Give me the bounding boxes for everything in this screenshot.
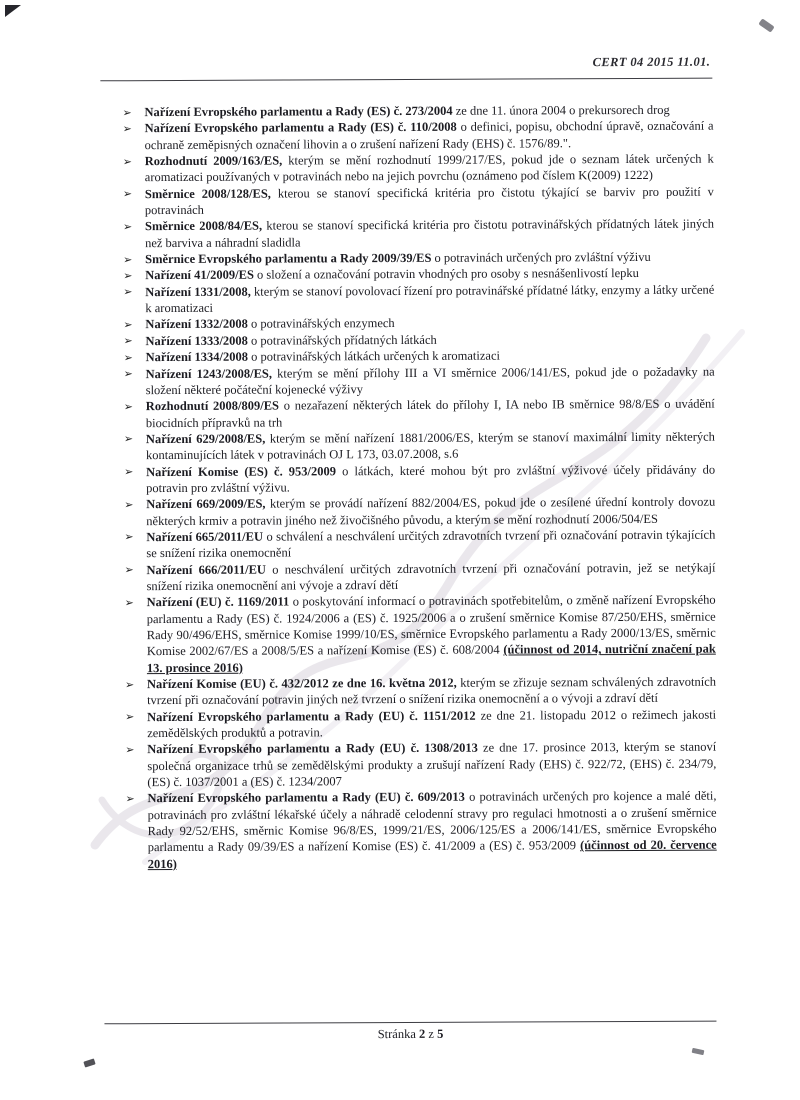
list-item (122, 118, 714, 153)
regulation-description: ze dne 11. února 2004 o prekursorech drog (452, 102, 670, 118)
regulation-title: Nařízení 1243/2008/ES, (145, 366, 273, 381)
regulation-description: o potravinářských enzymech (247, 316, 395, 332)
effective-date-note: (účinnost od 2014, nutriční značení pak 13. prosince 2016) (146, 641, 716, 675)
regulation-list (121, 102, 716, 873)
arrow-bullet-icon: ➢ (125, 744, 135, 757)
list-item (124, 788, 716, 872)
list-item-text (145, 250, 651, 266)
list-item-text (145, 119, 714, 152)
regulation-title: Nařízení Evropského parlamentu a Rady (EU) č. 1308/2013 (147, 741, 478, 757)
list-item-text (146, 495, 715, 528)
list-item-text (145, 333, 436, 348)
regulation-title: Nařízení (EU) č. 1169/2011 (146, 594, 290, 610)
list-item-text (146, 430, 715, 463)
effective-date-note: (účinnost od 20. července 2016) (147, 838, 717, 871)
regulation-description: o nezařazení některých látek do přílohy I, IA nebo IB směrnice 98/8/ES o uvádění biocidních přípravků na trh (145, 396, 715, 430)
arrow-bullet-icon: ➢ (123, 335, 133, 348)
regulation-description: z (425, 1026, 438, 1041)
regulation-description: kterým se zřizuje seznam schválených zdravotních tvrzení při označování potravin jiných než tvrzení o snížení rizika onemocnění a o vývoji a zdraví dětí (147, 674, 717, 708)
regulation-description: kterým se provádí nařízení 882/2004/ES, pokud jde o zesílené úřední kontroly dovozu některých krmiv a potravin jiného než živočišného původu, a kterým se mění rozhodnutí 2006/504/ES (146, 494, 716, 528)
regulation-description: o potravinách určených pro zvláštní výživu (431, 250, 651, 265)
arrow-bullet-icon: ➢ (124, 531, 134, 544)
arrow-bullet-icon: ➢ (123, 368, 133, 381)
regulation-description: o definici, popisu, obchodní úpravě, označování a ochraně zeměpisných označení lihovin a o zrušení nařízení Rady (EHS) č. 1576/89.". (144, 118, 714, 152)
regulation-description: ze dne 17. prosince 2013, kterým se stanoví společná organizace trhů se zemědělskými produkty a zrušují nařízení Rady (EHS) č. 922/72, (EHS) č. 234/79, (ES) č. 1037/2001 a (ES) č. 1234/2007 (147, 740, 717, 790)
list-item (122, 183, 714, 218)
list-item-text (146, 462, 715, 495)
regulation-description: o neschválení určitých zdravotních tvrzení při označování potravin, jež se netýkají snížení rizika onemocnění ani vývoje a zdraví dětí (146, 560, 716, 594)
regulation-title: Rozhodnutí 2009/163/ES, (144, 153, 283, 169)
arrow-bullet-icon: ➢ (125, 793, 135, 806)
arrow-bullet-icon: ➢ (124, 678, 135, 691)
regulation-description: o potravinářských přídatných látkách (247, 332, 437, 348)
regulation-description: kterou se stanoví specifická kritéria pro čistotu týkající se barviv pro použití v potravinách (144, 184, 714, 218)
list-item-text (145, 152, 714, 185)
regulation-description: kterým se mění rozhodnutí 1999/217/ES, pokud jde o seznam látek určených k aromatizaci používaných v potravinách nebo na jejich povrchu (oznámeno pod číslem K(2009) 1222) (144, 151, 714, 185)
list-item-text (147, 675, 716, 708)
regulation-description: o poskytování informací o potravinách spotřebitelům, o změně nařízení Evropského parlamentu a Rady (ES) č. 1924/2006 a (ES) č. 1925/2006 a o zrušení směrnice Komise 87/250/EHS, směrnice Rady 90/496/EHS, směrnice Komise 1999/10/ES, směrnice Evropského parlamentu a Rady 2000/13/ES, směrnic Komise 2002/67/ES a 2008/5/ES a nařízení Komise (ES) č. 608/2004 (146, 592, 716, 659)
regulation-title: Nařízení 1331/2008, (145, 284, 251, 299)
arrow-bullet-icon: ➢ (123, 319, 133, 332)
regulation-description: o schválení a neschválení určitých zdravotních tvrzení při označování potravin týkajících se snížení rizika onemocnění (146, 527, 716, 561)
regulation-title: Nařízení Evropského parlamentu a Rady (ES) č. 273/2004 (144, 103, 453, 120)
list-item (123, 396, 715, 431)
arrow-bullet-icon: ➢ (123, 433, 134, 446)
list-item-text (145, 282, 714, 315)
arrow-bullet-icon: ➢ (122, 155, 132, 168)
list-item-text (144, 103, 669, 119)
scan-artifact-top-right (758, 18, 774, 32)
list-item (124, 674, 716, 709)
list-item (123, 559, 715, 594)
list-item (122, 151, 714, 186)
regulation-title: 2 (418, 1026, 426, 1041)
arrow-bullet-icon: ➢ (122, 106, 132, 119)
arrow-bullet-icon: ➢ (124, 564, 134, 577)
regulation-title: Směrnice 2008/84/ES, (144, 219, 263, 234)
regulation-description: kterou se stanoví specifická kritéria pro čistotu potravinářských přídatných látek jiných než barviva a náhradní sladidla (145, 217, 715, 250)
list-item-text (147, 707, 716, 740)
arrow-bullet-icon: ➢ (122, 123, 132, 136)
regulation-description: o potravinách určených pro kojence a malé děti, potravinách pro zvláštní lékařské účely a náhradě celodenní stravy pro regulaci hmotnosti a o zrušení směrnice Rady 92/52/EHS, směrnic Komise 96/8/ES, 1999/21/ES, 2006/125/ES a 2006/141/ES, směrnice Evropského parlamentu a Rady 09/39/ES a nařízení Komise (ES) č. 41/2009 a (ES) č. 953/2009 (147, 789, 717, 855)
regulation-title: Směrnice 2008/128/ES, (144, 186, 271, 201)
scan-artifact-top-left (5, 5, 21, 17)
regulation-description: o látkách, které mohou být pro zvláštní výživové účely přidávány do potravin pro zvláštní výživu. (146, 462, 716, 496)
regulation-title: Nařízení Evropského parlamentu a Rady (ES) č. 110/2008 (144, 120, 457, 136)
arrow-bullet-icon: ➢ (123, 286, 133, 299)
list-item (122, 281, 714, 316)
footer-rule (104, 1021, 716, 1025)
regulation-description: o složení a označování potravin vhodných pro osoby s nesnášenlivostí lepku (253, 266, 639, 283)
arrow-bullet-icon: ➢ (122, 188, 133, 201)
regulation-title: Nařízení 629/2008/ES, (145, 431, 266, 446)
regulation-title: Nařízení 669/2009/ES, (146, 496, 266, 512)
document-code: CERT 04 2015 11.01. (592, 54, 711, 70)
list-item (123, 527, 715, 562)
list-item-text (146, 528, 715, 561)
regulation-title: Nařízení Komise (ES) č. 953/2009 (146, 463, 337, 479)
list-item (124, 592, 716, 676)
list-item (123, 461, 715, 496)
list-item (123, 494, 715, 529)
scan-artifact-bottom-right (692, 1048, 705, 1055)
arrow-bullet-icon: ➢ (125, 711, 135, 724)
page-number (104, 1026, 716, 1044)
list-item (124, 706, 716, 741)
list-item-text (146, 397, 715, 430)
arrow-bullet-icon: ➢ (124, 466, 134, 479)
list-item-text (146, 349, 500, 365)
list-item (123, 363, 715, 398)
regulation-title: Nařízení Evropského parlamentu a Rady (EU) č. 609/2013 (147, 790, 465, 806)
regulation-description: kterým se mění přílohy III a VI směrnice 2006/141/ES, pokud jde o požadavky na složení některé počáteční kojenecké výživy (145, 364, 715, 397)
header-rule (100, 78, 712, 82)
regulation-title: Nařízení Komise (EU) č. 432/2012 ze dne 16. května 2012, (146, 675, 457, 692)
regulation-title: 5 (437, 1026, 444, 1041)
regulation-description: kterým se mění nařízení 1881/2006/ES, kterým se stanoví maximální limity některých kontaminujících látek v potravinách OJ L 173, 03.07.2008, s.6 (145, 429, 715, 463)
list-item-text (147, 789, 716, 871)
regulation-title: Nařízení 1333/2008 (145, 333, 248, 348)
scan-artifact-bottom-left (83, 1058, 95, 1067)
list-item-text (145, 217, 714, 250)
regulation-title: Nařízení 41/2009/ES (145, 268, 254, 283)
regulation-title: Nařízení Evropského parlamentu a Rady (EU) č. 1151/2012 (147, 708, 476, 724)
list-item-text (147, 593, 716, 675)
regulation-description: kterým se stanoví povolovací řízení pro potravinářské přídatné látky, enzymy a látky určené k aromatizaci (145, 282, 715, 316)
arrow-bullet-icon: ➢ (123, 351, 133, 364)
arrow-bullet-icon: ➢ (123, 270, 133, 283)
list-item-text (147, 740, 716, 789)
list-item-text (145, 184, 714, 217)
regulation-title: Nařízení 1332/2008 (145, 317, 248, 332)
list-item (124, 739, 716, 791)
regulation-description: Stránka (377, 1026, 420, 1042)
arrow-bullet-icon: ➢ (124, 596, 134, 610)
regulation-title: Směrnice Evropského parlamentu a Rady 2009/39/ES (145, 250, 432, 267)
list-item-text (145, 316, 394, 331)
arrow-bullet-icon: ➢ (123, 400, 134, 413)
regulation-description: ze dne 21. listopadu 2012 o režimech jakosti zemědělských produktů a potravin. (147, 707, 717, 741)
list-item (122, 216, 714, 251)
regulation-title: Nařízení 666/2011/EU (146, 562, 266, 577)
arrow-bullet-icon: ➢ (123, 253, 133, 266)
list-item (123, 429, 715, 464)
regulation-title: Nařízení 1334/2008 (145, 349, 249, 365)
regulation-title: Rozhodnutí 2008/809/ES (145, 398, 280, 414)
arrow-bullet-icon: ➢ (124, 498, 134, 511)
list-item-text (145, 266, 639, 282)
arrow-bullet-icon: ➢ (122, 221, 133, 234)
list-item-text (146, 364, 715, 397)
regulation-description: o potravinářských látkách určených k aromatizaci (247, 348, 500, 364)
list-item-text (146, 560, 715, 593)
regulation-title: Nařízení 665/2011/EU (146, 529, 264, 545)
